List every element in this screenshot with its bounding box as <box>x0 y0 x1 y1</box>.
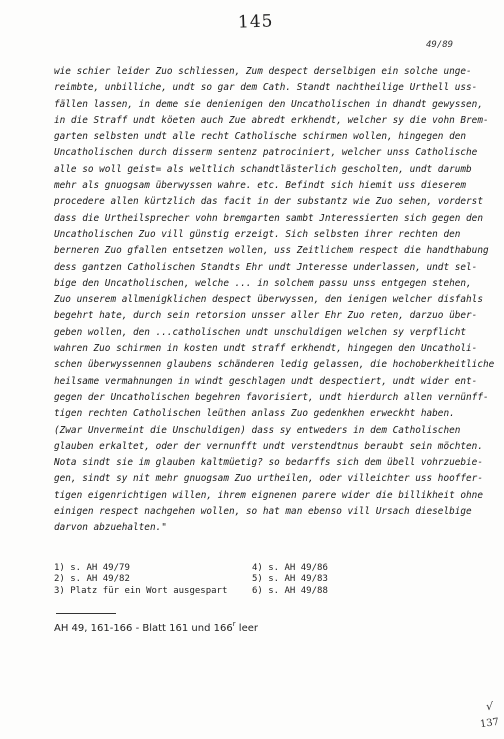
footnote: 2) s. AH 49/82 <box>54 574 130 585</box>
body-line: berneren Zuo gfallen entsetzen wollen, uss Zeitlichem respect die handthabung <box>54 245 489 257</box>
body-line: mehr als gnuogsam überwyssen wahre. etc. Befindt sich hiemit uss dieserem <box>54 180 467 192</box>
source-line <box>54 620 258 634</box>
page-reference: 49/89 <box>426 40 454 50</box>
body-line: wie schier leider Zuo schliessen, Zum despect derselbigen ein solche unge- <box>54 66 472 77</box>
body-line: glauben erkaltet, oder der vernunfft undt verstendtnus beraubt sein möchten. <box>54 440 483 452</box>
body-line: reimbte, unbilliche, undt so gar dem Cath. Standt nachtheilige Urthell uss- <box>54 82 478 94</box>
body-line: gen, sindt sy nit mehr gnuogsam Zuo urtheilen, oder villeichter uss hooffer- <box>54 473 483 485</box>
body-line: wahren Zuo schirmen in kosten undt straff erkhendt, hingegen den Uncatholi- <box>54 343 478 355</box>
body-line: dass die Urtheilsprecher vohn bremgarten sambt Jnteressierten sich gegen den <box>54 212 483 224</box>
body-line: heilsame vermahnungen in windt geschlagen undt despectiert, undt wider ent- <box>54 375 478 387</box>
footnote-row <box>54 563 354 574</box>
handwritten-page-number: 145 <box>237 11 274 33</box>
footnote: 4) s. AH 49/86 <box>252 563 328 573</box>
body-line: einigen respect nachgehen wollen, so hat man ebenso vill Ursach dieselbige <box>54 506 472 518</box>
footnote: 6) s. AH 49/88 <box>252 585 328 596</box>
body-line: dess gantzen Catholischen Standts Ehr undt Jnteresse underlassen, undt sel- <box>54 261 478 273</box>
body-line: tigen eigenrichtigen willen, ihrem eignenen parere wider die billikheit ohne <box>54 489 483 501</box>
body-line: procedere allen kürtzlich das facit in der substantz wie Zuo sehen, vorderst <box>54 196 483 208</box>
source-line-main: AH 49, 161-166 - Blatt 161 und 166 <box>54 623 233 634</box>
footnote: 3) Platz für ein Wort ausgespart <box>54 585 228 596</box>
body-line: alle so woll geist= als weltlich schandtlästerlich gescholten, undt darumb <box>54 163 472 175</box>
body-line: darvon abzuehalten." <box>54 522 167 534</box>
body-line: geben wollen, den ...catholischen undt unschuldigen welchen sy verpflicht <box>54 326 467 338</box>
body-line: schen überwyssennen glaubens schänderen ledig gelassen, die hochoberkheitliche <box>54 359 495 371</box>
source-line-suffix: leer <box>235 623 258 634</box>
body-line: Uncatholischen durch disserm sentenz patrociniert, welcher unss Catholische <box>54 147 478 159</box>
footnote-divider <box>56 613 116 614</box>
body-line: Zuo unserem allmenigklichen despect überwyssen, den ienigen welcher disfahls <box>54 294 483 306</box>
footnotes <box>54 563 354 597</box>
body-line: bige den Uncatholischen, welche ... in solchem passu unss entgegen stehen, <box>54 277 472 289</box>
body-text <box>54 64 495 537</box>
footnote-row <box>54 574 354 585</box>
body-line: garten selbsten undt alle recht Catholische schirmen wollen, hingegen den <box>54 131 467 143</box>
check-mark: √ <box>486 700 494 713</box>
body-line: in die Straff undt köeten auch Zue abredt erkhendt, welcher sy die vohn Brem- <box>54 114 489 126</box>
footnote: 1) s. AH 49/79 <box>54 563 130 573</box>
body-line: tigen rechten Catholischen leüthen anlass Zuo gedenkhen erweckht haben. <box>54 408 455 420</box>
body-line: (Zwar Unvermeint die Unschuldigen) dass sy entweders in dem Catholischen <box>54 424 461 436</box>
handwritten-corner-number: 137 <box>479 716 500 731</box>
source-line-superscript: r <box>232 620 236 628</box>
footnote-row <box>54 586 354 597</box>
body-line: fällen lassen, in deme sie denienigen den Uncatholischen in dhandt gewyssen, <box>54 98 483 110</box>
body-line: begehrt hate, durch sein retorsion unsser aller Ehr Zuo reten, darzuo über- <box>54 310 478 322</box>
body-line: gegen der Uncatholischen begehren favorisiert, undt hierdurch allen vernünff- <box>54 391 489 403</box>
body-line: Nota sindt sie im glauben kaltmüetig? so bedarffs sich dem übell vohrzuebie- <box>54 457 483 469</box>
footnote: 5) s. AH 49/83 <box>252 574 328 585</box>
body-line: Uncatholischen Zuo vill günstig erzeigt. Sich selbsten ihrer rechten den <box>54 228 461 240</box>
